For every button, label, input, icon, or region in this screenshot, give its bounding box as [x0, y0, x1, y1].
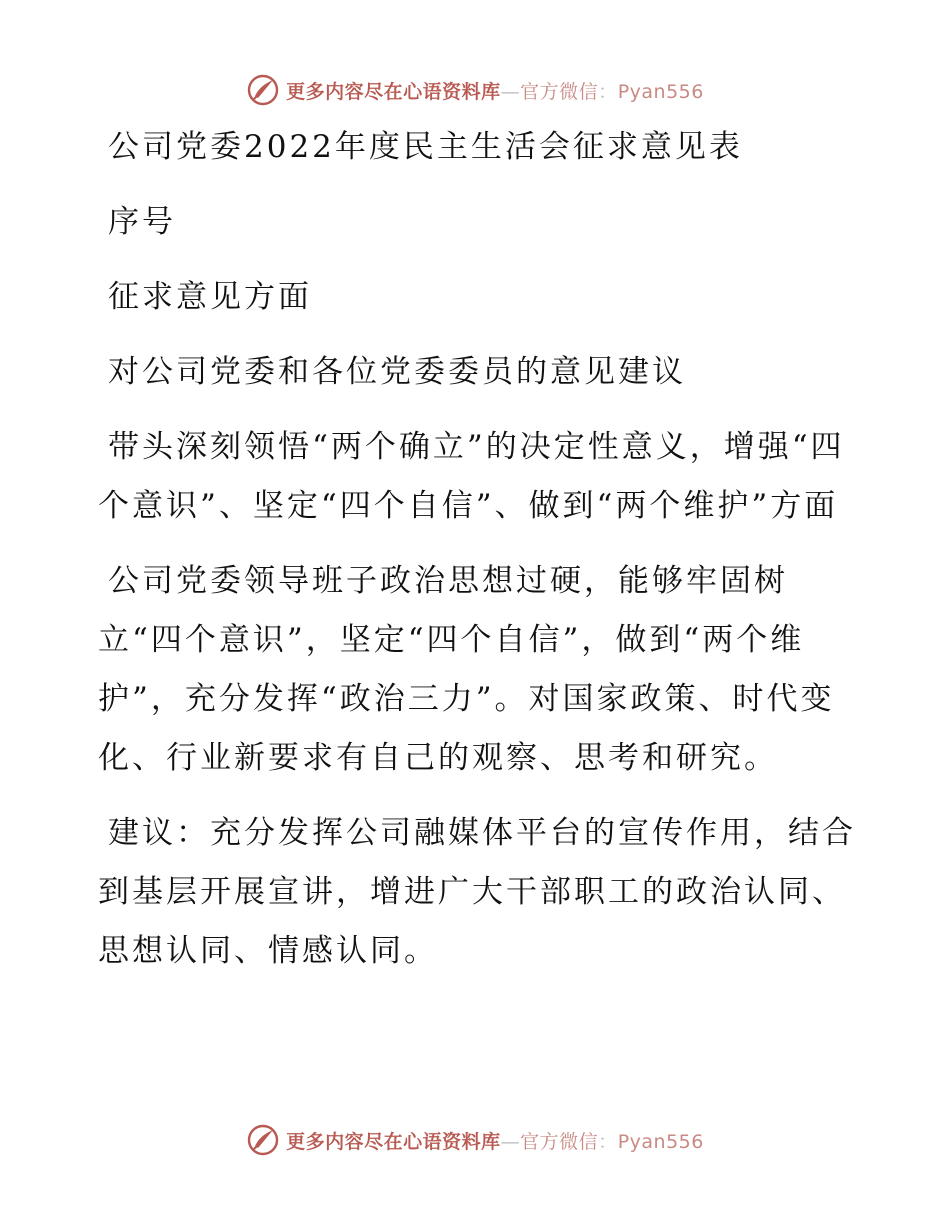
column-header-no: 序号 [108, 204, 176, 240]
document-title: 公司党委2022年度民主生活会征求意见表 [108, 129, 743, 165]
watermark-brand: 更多内容尽在心语资料库 [286, 1130, 501, 1153]
opinion-paragraph: 公司党委领导班子政治思想过硬，能够牢固树立“四个意识”，坚定“四个自信”，做到“两个维护”，充分发挥“政治三力”。对国家政策、时代变化、行业新要求有自己的观察、思考和研究。 [98, 563, 835, 776]
watermark-colon: ： [598, 80, 618, 103]
watermark-colon: ： [598, 1130, 618, 1153]
watermark-wechat-id: Pyan556 [617, 80, 704, 103]
watermark-header [0, 70, 950, 110]
watermark-footer [0, 1120, 950, 1160]
watermark-brand: 更多内容尽在心语资料库 [286, 80, 501, 103]
pen-logo-icon [246, 73, 280, 107]
column-header-aspect: 征求意见方面 [108, 279, 312, 315]
watermark-text [286, 1127, 704, 1154]
pen-logo-icon [246, 1123, 280, 1157]
watermark-text [286, 77, 704, 104]
watermark-label: 官方微信 [520, 80, 599, 103]
watermark-dash: — [500, 80, 521, 103]
column-header-opinion: 对公司党委和各位党委委员的意见建议 [108, 354, 686, 390]
watermark-label: 官方微信 [520, 1130, 599, 1153]
document-body [98, 118, 858, 997]
watermark-wechat-id: Pyan556 [617, 1130, 704, 1153]
aspect-paragraph: 带头深刻领悟“两个确立”的决定性意义，增强“四个意识”、坚定“四个自信”、做到“两个维护”方面 [98, 429, 845, 524]
watermark-dash: — [500, 1130, 521, 1153]
suggestion-paragraph: 建议：充分发挥公司融媒体平台的宣传作用，结合到基层开展宣讲，增进广大干部职工的政治认同、思想认同、情感认同。 [98, 815, 856, 969]
